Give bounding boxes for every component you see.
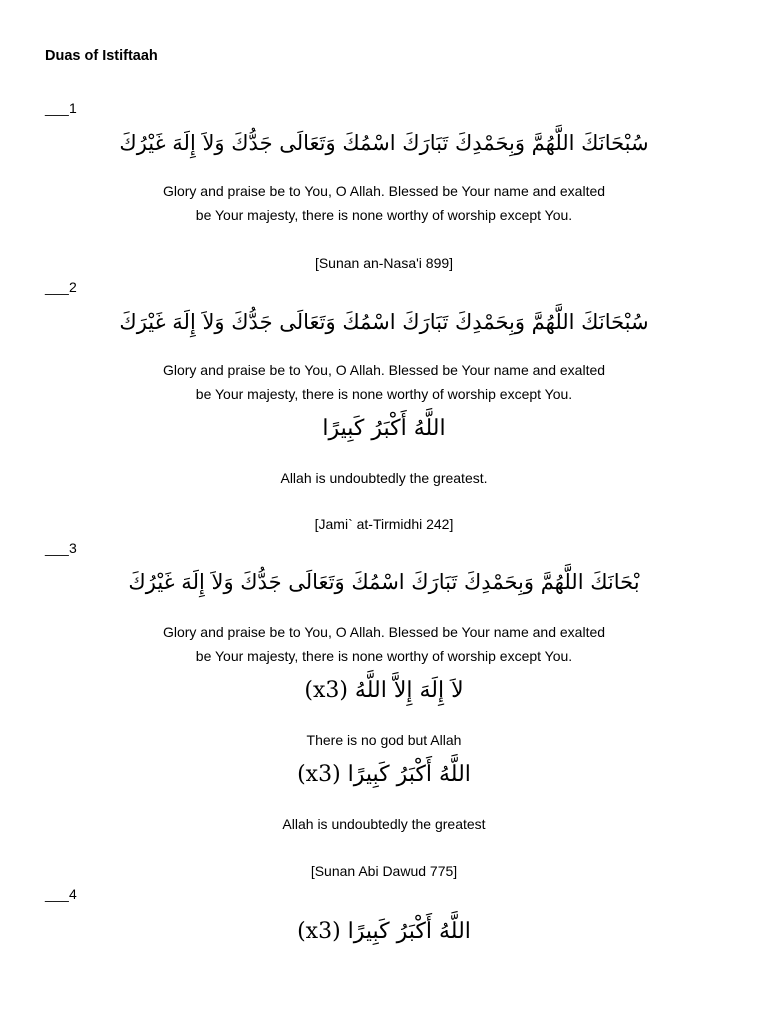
english-translation-line: Glory and praise be to You, O Allah. Blessed be Your name and exalted (162, 362, 606, 378)
arabic-takbir: اللَّهُ أَكْبَرُ كَبِيرًا (x3) (297, 762, 471, 787)
english-translation-line: be Your majesty, there is none worthy of worship except You. (195, 386, 573, 402)
arabic-tahlil: لاَ إِلَهَ إِلاَّ اللَّهُ (x3) (304, 678, 464, 703)
hadith-reference: [Sunan Abi Dawud 775] (310, 863, 458, 879)
section-number: ___3 (45, 540, 77, 556)
english-translation-line: be Your majesty, there is none worthy of worship except You. (195, 648, 573, 664)
arabic-dua: بْحَانَكَ اللَّهُمَّ وَبِحَمْدِكَ تَبَارَكَ اسْمُكَ وَتَعَالَى جَدُّكَ وَلاَ إِلَهَ غَيْرُكَ (128, 570, 640, 594)
arabic-dua: سُبْحَانَكَ اللَّهُمَّ وَبِحَمْدِكَ تَبَارَكَ اسْمُكَ وَتَعَالَى جَدُّكَ وَلاَ إِلَهَ غَيْرُكَ (119, 131, 649, 155)
english-translation: Allah is undoubtedly the greatest (282, 816, 486, 832)
hadith-reference: [Jami` at-Tirmidhi 242] (314, 516, 454, 532)
english-translation-line: Glory and praise be to You, O Allah. Blessed be Your name and exalted (162, 624, 606, 640)
section-number: ___1 (45, 100, 77, 116)
section-number: ___2 (45, 279, 77, 295)
english-translation-line: Glory and praise be to You, O Allah. Blessed be Your name and exalted (162, 183, 606, 199)
arabic-takbir: اللَّهُ أَكْبَرُ كَبِيرًا (x3) (297, 919, 471, 944)
arabic-dua: سُبْحَانَكَ اللَّهُمَّ وَبِحَمْدِكَ تَبَارَكَ اسْمُكَ وَتَعَالَى جَدُّكَ وَلاَ إِلَهَ غَيْرَكَ (119, 310, 649, 334)
page-title: Duas of Istiftaah (45, 48, 158, 64)
english-translation-line: be Your majesty, there is none worthy of worship except You. (195, 207, 573, 223)
english-translation: There is no god but Allah (306, 732, 462, 748)
english-translation: Allah is undoubtedly the greatest. (280, 470, 488, 486)
section-number: ___4 (45, 886, 77, 902)
hadith-reference: [Sunan an-Nasa'i 899] (314, 255, 454, 271)
arabic-takbir: اللَّهُ أَكْبَرُ كَبِيرًا (322, 416, 446, 441)
